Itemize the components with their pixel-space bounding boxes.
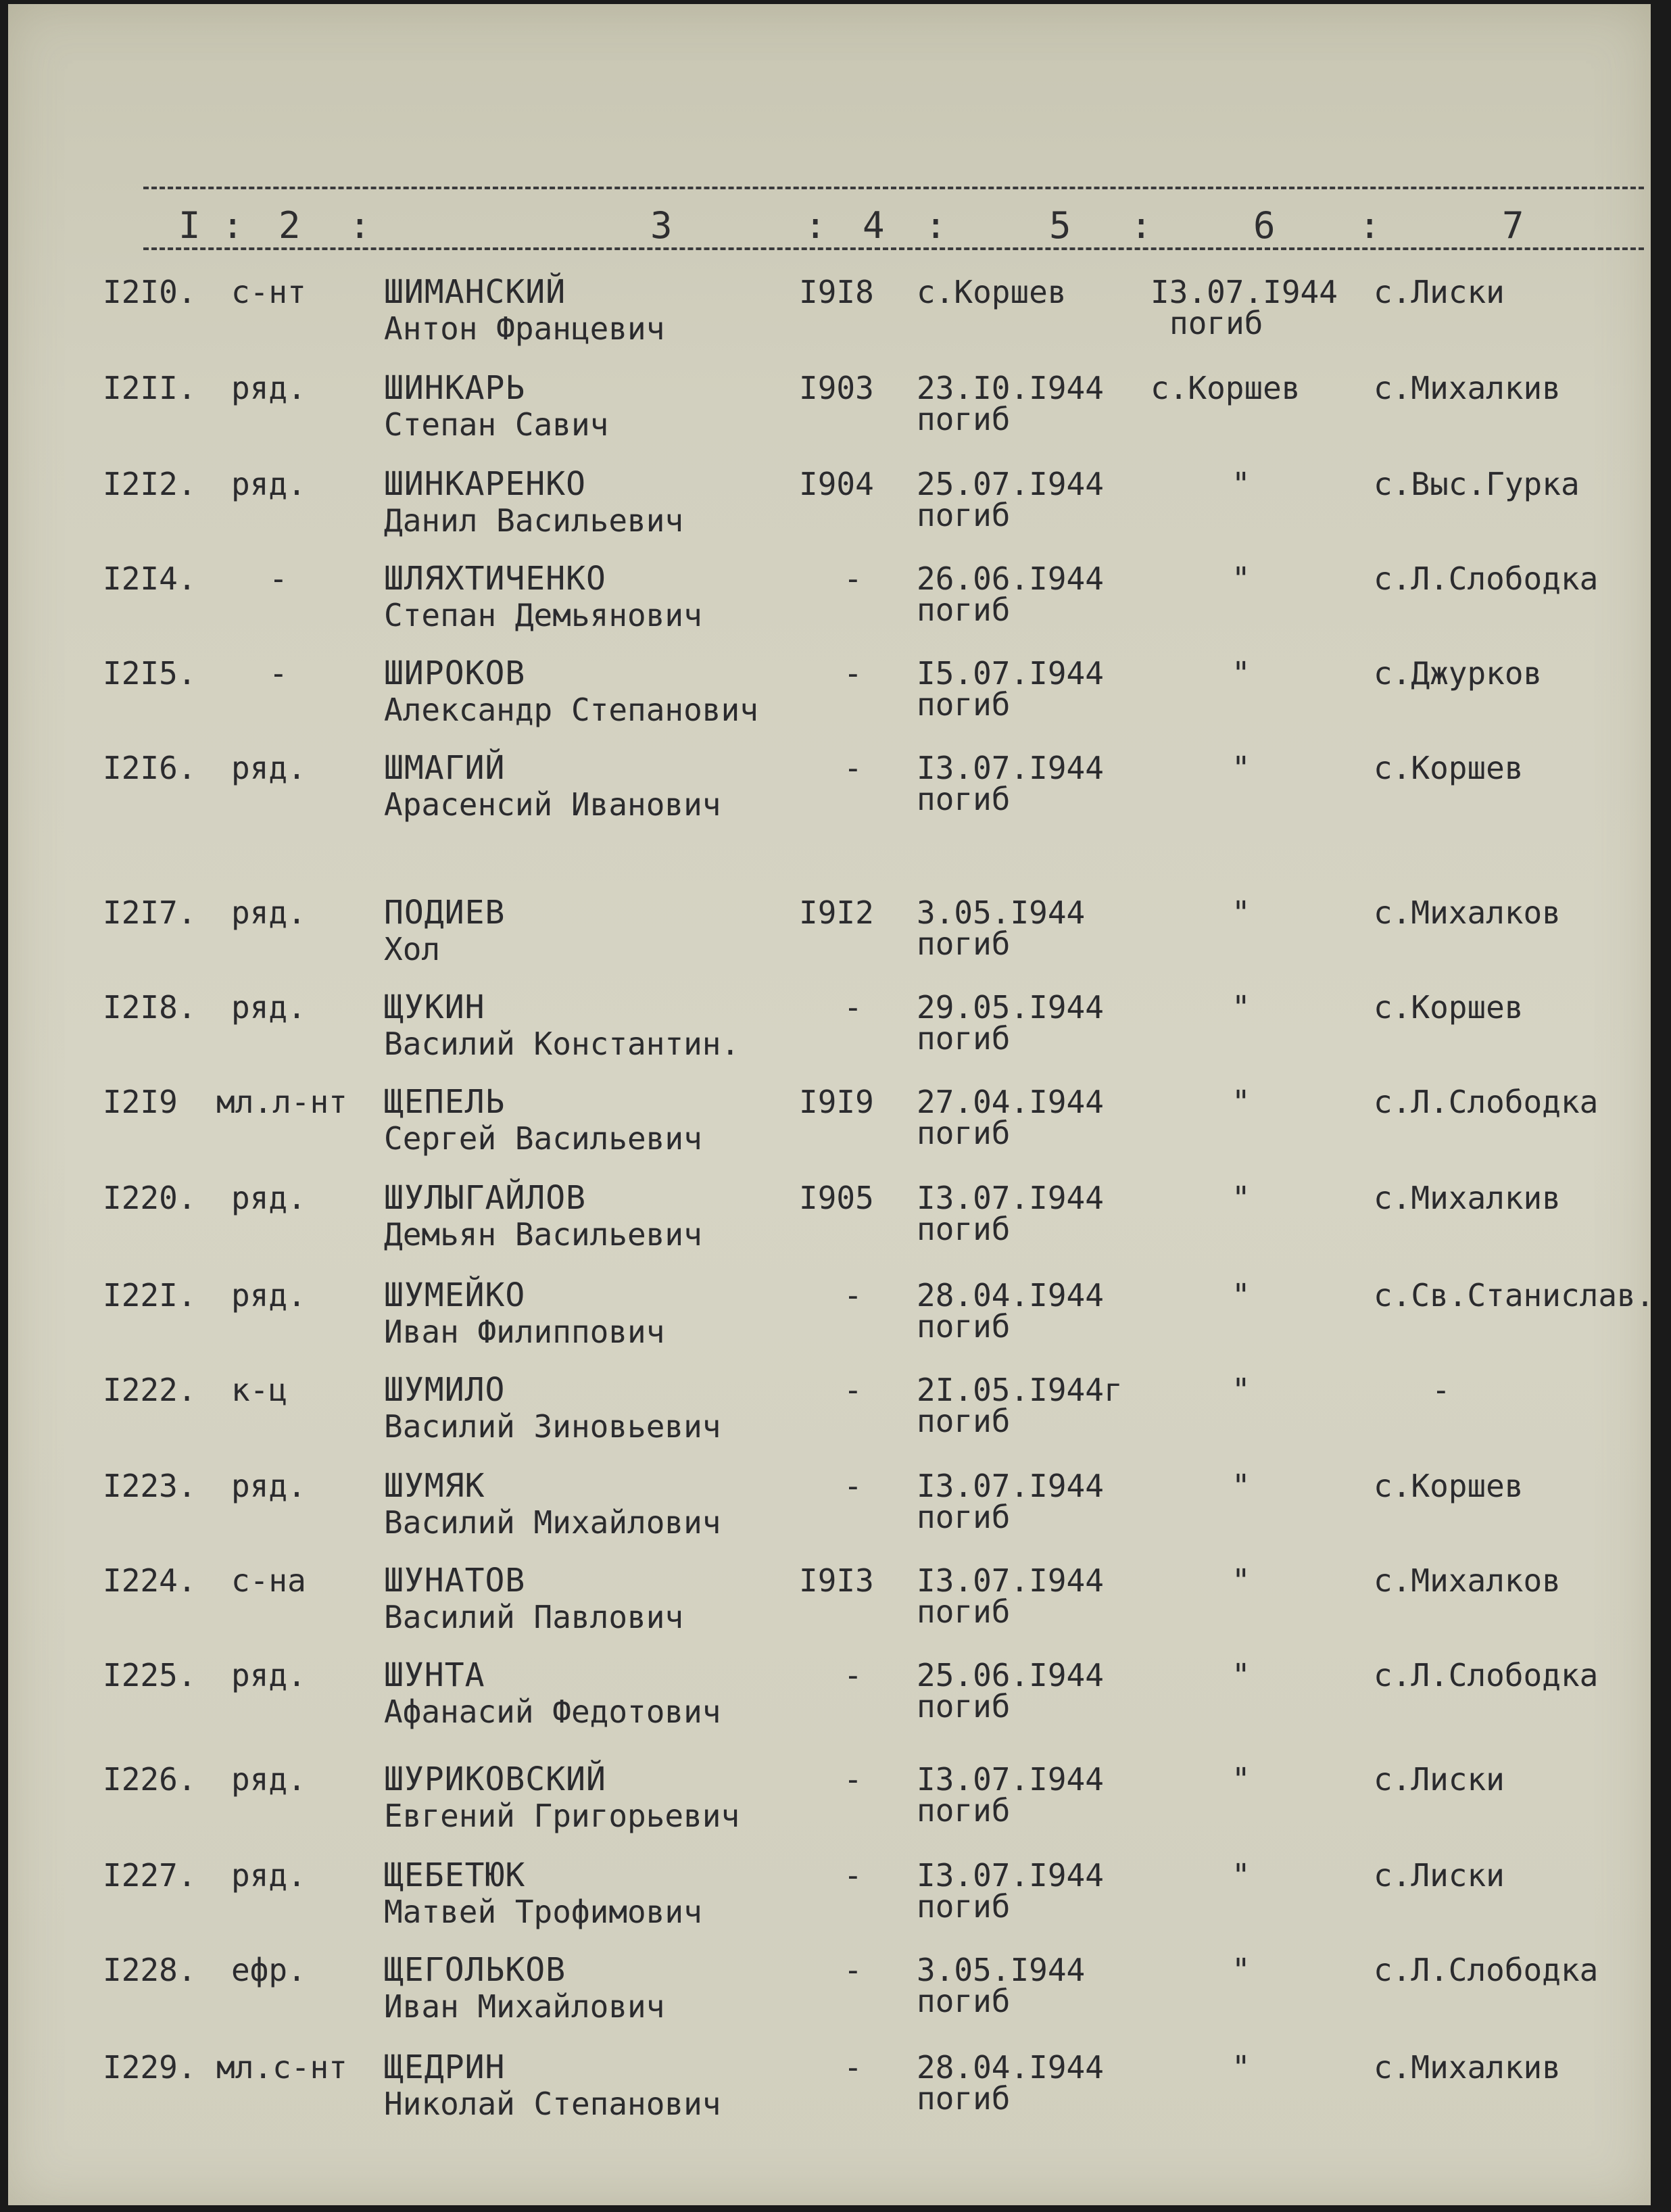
record-birth-year: - — [844, 1372, 863, 1408]
record-col5-line1: с.Коршев — [917, 274, 1067, 310]
record-number: I2I5. — [103, 655, 197, 692]
column-separator: : — [222, 204, 244, 247]
record-number: I2II. — [103, 370, 197, 406]
record-birth-year: - — [844, 1657, 863, 1693]
record-place: с.Михалкив — [1374, 1180, 1561, 1216]
record-col5-line2: погиб — [917, 592, 1011, 628]
record-surname: ЩЕБЕТЮК — [384, 1856, 526, 1894]
record-col5-line2: погиб — [917, 1983, 1011, 2019]
record-col5-line2: погиб — [917, 1888, 1011, 1925]
record-place: с.Коршев — [1374, 1468, 1524, 1504]
record-col6-line1: " — [1232, 560, 1251, 597]
record-birth-year: - — [844, 1277, 863, 1314]
column-header-3: 3 — [650, 204, 673, 247]
record-col5-line1: 3.05.I944 — [917, 1952, 1086, 1988]
record-col5-line1: 23.I0.I944 — [917, 370, 1104, 406]
record-rank: ряд. — [231, 1761, 306, 1798]
record-col5-line2: погиб — [917, 1792, 1011, 1829]
record-col5-line2: погиб — [917, 1403, 1011, 1439]
record-rank: - — [269, 560, 288, 597]
record-col5-line1: I5.07.I944 — [917, 655, 1104, 692]
record-col6-line1: " — [1232, 1277, 1251, 1314]
record-place: с.Михалков — [1374, 894, 1561, 931]
record-rank: ряд. — [231, 894, 306, 931]
record-surname: ШИНКАРЕНКО — [384, 465, 586, 503]
record-surname: ШМАГИЙ — [384, 749, 506, 787]
record-number: I220. — [103, 1180, 197, 1216]
record-surname: ШУНТА — [384, 1656, 485, 1694]
record-place: с.Михалков — [1374, 1562, 1561, 1599]
record-given-name: Степан Савич — [384, 406, 609, 443]
record-rank: ряд. — [231, 1468, 306, 1504]
record-rank: ряд. — [231, 1180, 306, 1216]
record-birth-year: I9I9 — [799, 1084, 874, 1120]
record-given-name: Антон Францевич — [384, 310, 665, 347]
record-surname: ШЛЯХТИЧЕНКО — [384, 560, 606, 598]
record-col5-line1: I3.07.I944 — [917, 1562, 1104, 1599]
column-header-6: 6 — [1253, 204, 1276, 247]
record-col6-line1: " — [1232, 894, 1251, 931]
record-rank: ряд. — [231, 466, 306, 502]
record-given-name: Николай Степанович — [384, 2086, 721, 2122]
record-col5-line2: погиб — [917, 497, 1011, 533]
record-place: с.Коршев — [1374, 989, 1524, 1026]
record-col5-line1: 2I.05.I944г — [917, 1372, 1123, 1408]
column-header-5: 5 — [1049, 204, 1071, 247]
record-surname: ШИРОКОВ — [384, 654, 526, 692]
record-rank: ряд. — [231, 1857, 306, 1894]
record-col6-line1: " — [1232, 466, 1251, 502]
record-place: с.Л.Слободка — [1374, 1084, 1599, 1120]
record-place: с.Джурков — [1374, 655, 1543, 692]
record-number: I2I7. — [103, 894, 197, 931]
record-col6-line1: " — [1232, 989, 1251, 1026]
record-col5-line2: погиб — [917, 781, 1011, 817]
record-given-name: Хол — [384, 931, 441, 967]
record-number: I226. — [103, 1761, 197, 1798]
record-col6-line1: I3.07.I944 — [1151, 274, 1338, 310]
record-birth-year: - — [844, 560, 863, 597]
record-col6-line1: " — [1232, 1857, 1251, 1894]
header-rule-top — [143, 187, 1644, 189]
record-number: I2I2. — [103, 466, 197, 502]
record-place: с.Коршев — [1374, 750, 1524, 786]
record-number: I2I8. — [103, 989, 197, 1026]
record-place: с.Л.Слободка — [1374, 560, 1599, 597]
record-rank: мл.л-нт — [216, 1084, 347, 1120]
record-number: I2I4. — [103, 560, 197, 597]
record-place: с.Св.Станислав. — [1374, 1277, 1655, 1314]
record-given-name: Данил Васильевич — [384, 502, 684, 539]
record-surname: ЩЕДРИН — [384, 2048, 506, 2086]
record-col5-line1: 28.04.I944 — [917, 2049, 1104, 2086]
record-birth-year: - — [844, 750, 863, 786]
record-given-name: Афанасий Федотович — [384, 1693, 721, 1730]
record-col6-line1: " — [1232, 655, 1251, 692]
record-given-name: Евгений Григорьевич — [384, 1798, 740, 1834]
record-place: с.Михалкив — [1374, 2049, 1561, 2086]
record-given-name: Степан Демьянович — [384, 597, 702, 633]
record-given-name: Иван Михайлович — [384, 1988, 665, 2025]
record-col5-line2: погиб — [917, 401, 1011, 437]
record-rank: - — [269, 655, 288, 692]
record-surname: ШИМАНСКИЙ — [384, 273, 566, 311]
record-col5-line2: погиб — [917, 1211, 1011, 1247]
record-rank: мл.с-нт — [216, 2049, 347, 2086]
document-page — [8, 4, 1655, 2205]
record-number: I228. — [103, 1952, 197, 1988]
record-given-name: Арасенсий Иванович — [384, 786, 721, 823]
column-separator: : — [804, 204, 827, 247]
record-birth-year: I9I2 — [799, 894, 874, 931]
record-place: с.Михалкив — [1374, 370, 1561, 406]
record-surname: ШУМЯК — [384, 1467, 485, 1505]
record-col6-line1: с.Коршев — [1151, 370, 1301, 406]
record-rank: ряд. — [231, 750, 306, 786]
record-place: - — [1432, 1372, 1451, 1408]
record-place: с.Л.Слободка — [1374, 1952, 1599, 1988]
record-birth-year: I904 — [799, 466, 874, 502]
record-surname: ШУЛЫГАЙЛОВ — [384, 1179, 586, 1217]
record-given-name: Василий Михайлович — [384, 1504, 721, 1541]
record-surname: ЩЕПЕЛЬ — [384, 1083, 506, 1121]
record-col6-line1: " — [1232, 750, 1251, 786]
record-surname: ШУРИКОВСКИЙ — [384, 1760, 606, 1798]
record-number: I227. — [103, 1857, 197, 1894]
record-rank: ефр. — [231, 1952, 306, 1988]
column-separator: : — [1359, 204, 1381, 247]
record-col5-line2: погиб — [917, 925, 1011, 962]
record-col6-line1: " — [1232, 1084, 1251, 1120]
record-place: с.Л.Слободка — [1374, 1657, 1599, 1693]
record-given-name: Сергей Васильевич — [384, 1120, 702, 1157]
record-surname: ПОДИЕВ — [384, 894, 506, 932]
column-header-7: 7 — [1502, 204, 1524, 247]
record-surname: ЩЕГОЛЬКОВ — [384, 1951, 566, 1989]
record-given-name: Александр Степанович — [384, 692, 758, 728]
record-col5-line1: 3.05.I944 — [917, 894, 1086, 931]
record-col5-line1: 26.06.I944 — [917, 560, 1104, 597]
record-col5-line2: погиб — [917, 1308, 1011, 1345]
record-col6-line1: " — [1232, 1761, 1251, 1798]
record-col5-line2: погиб — [917, 2080, 1011, 2117]
record-birth-year: - — [844, 1761, 863, 1798]
record-birth-year: - — [844, 1857, 863, 1894]
record-given-name: Василий Павлович — [384, 1599, 684, 1635]
record-number: I222. — [103, 1372, 197, 1408]
record-birth-year: - — [844, 2049, 863, 2086]
record-birth-year: - — [844, 989, 863, 1026]
record-number: I223. — [103, 1468, 197, 1504]
record-col5-line2: погиб — [917, 1020, 1011, 1057]
record-rank: ряд. — [231, 370, 306, 406]
record-given-name: Иван Филиппович — [384, 1314, 665, 1350]
record-number: I224. — [103, 1562, 197, 1599]
record-col5-line1: I3.07.I944 — [917, 1180, 1104, 1216]
record-col6-line1: " — [1232, 1468, 1251, 1504]
record-birth-year: I905 — [799, 1180, 874, 1216]
record-col6-line1: " — [1232, 1952, 1251, 1988]
record-number: I2I0. — [103, 274, 197, 310]
column-separator: : — [1130, 204, 1153, 247]
record-given-name: Демьян Васильевич — [384, 1216, 702, 1253]
column-header-4: 4 — [863, 204, 885, 247]
record-birth-year: - — [844, 655, 863, 692]
record-col6-line1: " — [1232, 1372, 1251, 1408]
record-rank: к-ц — [231, 1372, 288, 1408]
column-separator: : — [925, 204, 947, 247]
record-surname: ШУНАТОВ — [384, 1562, 526, 1600]
record-place: с.Лиски — [1374, 1857, 1505, 1894]
record-col5-line2: погиб — [917, 1115, 1011, 1151]
record-surname: ШУМЕЙКО — [384, 1276, 526, 1314]
record-col6-line1: " — [1232, 2049, 1251, 2086]
record-number: I225. — [103, 1657, 197, 1693]
record-col5-line1: 25.06.I944 — [917, 1657, 1104, 1693]
record-surname: ШИНКАРЬ — [384, 369, 526, 407]
record-surname: ШУМИЛО — [384, 1371, 506, 1409]
record-place: с.Лиски — [1374, 274, 1505, 310]
column-header-2: 2 — [278, 204, 301, 247]
record-rank: ряд. — [231, 989, 306, 1026]
record-number: I22I. — [103, 1277, 197, 1314]
record-col5-line2: погиб — [917, 1499, 1011, 1535]
record-col5-line2: погиб — [917, 1688, 1011, 1725]
record-col5-line1: 28.04.I944 — [917, 1277, 1104, 1314]
record-col6-line1: " — [1232, 1562, 1251, 1599]
record-col6-line2: погиб — [1169, 305, 1263, 341]
record-rank: ряд. — [231, 1277, 306, 1314]
record-col6-line1: " — [1232, 1657, 1251, 1693]
record-col5-line1: 27.04.I944 — [917, 1084, 1104, 1120]
record-birth-year: I903 — [799, 370, 874, 406]
record-birth-year: I9I8 — [799, 274, 874, 310]
record-given-name: Василий Зиновьевич — [384, 1408, 721, 1445]
record-col6-line1: " — [1232, 1180, 1251, 1216]
record-birth-year: - — [844, 1952, 863, 1988]
record-number: I2I6. — [103, 750, 197, 786]
record-birth-year: - — [844, 1468, 863, 1504]
record-col5-line1: I3.07.I944 — [917, 1468, 1104, 1504]
record-place: с.Лиски — [1374, 1761, 1505, 1798]
column-header-1: I — [178, 204, 201, 247]
record-col5-line2: погиб — [917, 686, 1011, 723]
record-col5-line2: погиб — [917, 1593, 1011, 1630]
record-given-name: Матвей Трофимович — [384, 1894, 702, 1930]
record-number: I2I9 — [103, 1084, 178, 1120]
record-rank: с-на — [231, 1562, 306, 1599]
record-col5-line1: I3.07.I944 — [917, 1761, 1104, 1798]
record-birth-year: I9I3 — [799, 1562, 874, 1599]
record-col5-line1: I3.07.I944 — [917, 750, 1104, 786]
record-surname: ЩУКИН — [384, 988, 485, 1026]
record-rank: с-нт — [231, 274, 306, 310]
record-col5-line1: 29.05.I944 — [917, 989, 1104, 1026]
column-separator: : — [349, 204, 371, 247]
record-rank: ряд. — [231, 1657, 306, 1693]
record-given-name: Василий Константин. — [384, 1026, 740, 1062]
record-place: с.Выс.Гурка — [1374, 466, 1580, 502]
header-rule-bottom — [143, 247, 1644, 250]
record-col5-line1: 25.07.I944 — [917, 466, 1104, 502]
record-col5-line1: I3.07.I944 — [917, 1857, 1104, 1894]
record-number: I229. — [103, 2049, 197, 2086]
